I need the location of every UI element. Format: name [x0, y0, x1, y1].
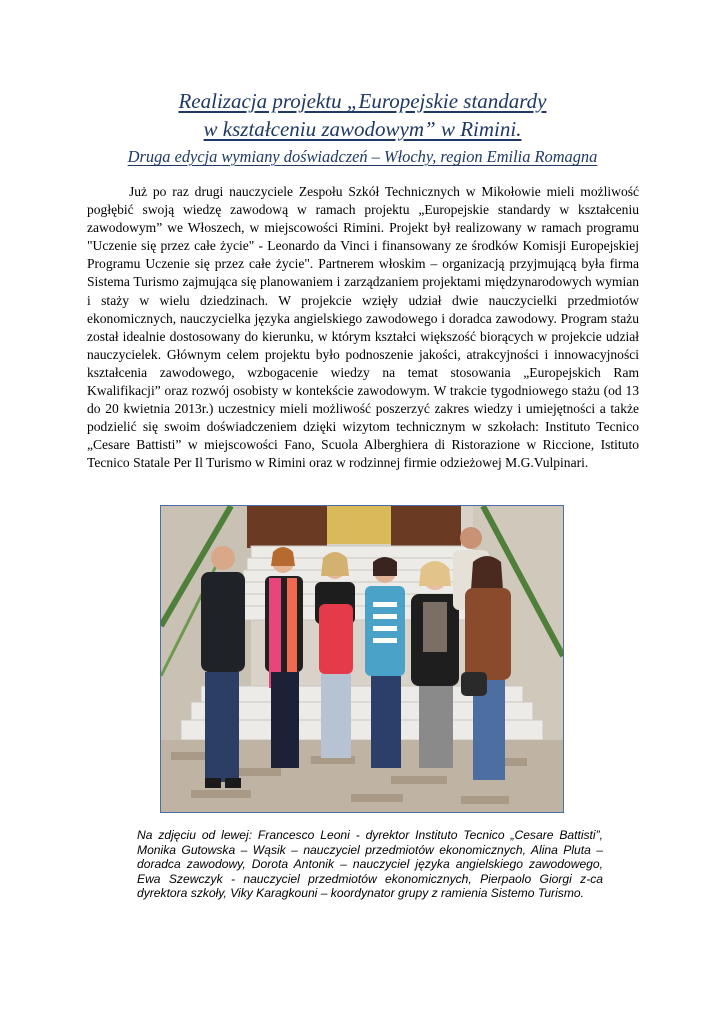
- subtitle: Druga edycja wymiany doświadczeń – Włochy, region Emilia Romagna: [127, 147, 598, 166]
- photo-caption: Na zdjęciu od lewej: Francesco Leoni - dyrektor Instituto Tecnico „Cesare Battisti”, Monika Gutowska – Wąsik – nauczyciel przedmiotów ekonomicznych, Alina Pluta – doradca zawodowy, Dorota Antonik – nauczyciel języka angielskiego zawodowego, Ewa Szewczyk - nauczyciel przedmiotów ekonomicznych, Pierpaolo Giorgi z-ca dyrektora szkoły, Viky Karagkouni – koordynator grupy z ramienia Sistemo Turismo.: [137, 828, 603, 901]
- title-line-2: w kształceniu zawodowym” w Rimini.: [203, 117, 522, 141]
- article-paragraph: Już po raz drugi nauczyciele Zespołu Szkół Technicznych w Mikołowie mieli możliwość pogłębić swoją wiedzę zawodową w ramach projektu „Europejskie standardy w kształceniu zawodowym” we Włoszech, w miejscowości Rimini. Projekt był realizowany w ramach programu "Uczenie się przez całe życie" - Leonardo da Vinci i finansowany ze środków Komisji Europejskiej Programu Uczenie się przez całe życie". Partnerem włoskim – organizacją przyjmującą była firma Sistema Turismo zajmująca się planowaniem i zarządzaniem projektami międzynarodowych wymian i staży w wielu dziedzinach. W projekcie wzięły udział dwie nauczycielki przedmiotów ekonomicznych, nauczycielka języka angielskiego zawodowego i doradca zawodowy. Program stażu został idealnie dostosowany do kierunku, w którym kształci większość biorących w projekcie udział nauczycielek. Głównym celem projektu było podnoszenie jakości, atrakcyjności i innowacyjności kształcenia zawodowego, wzbogacenie wiedzy na temat stosowania „Europejskich Ram Kwalifikacji” oraz rozwój osobisty w kontekście zawodowym. W trakcie tygodniowego stażu (od 13 do 20 kwietnia 2013r.) uczestnicy mieli możliwość poszerzyć zakres wiedzy i umiejętności a także podzielić się swoim doświadczeniem dzięki wizytom technicznym w szkołach: Instituto Tecnico „Cesare Battisti” w miejscowości Fano, Scuola Alberghiera di Ristorazione w Riccione, Istituto Tecnico Statale Per Il Turismo w Rimini oraz w rodzinnej firmie odzieżowej M.G.Vulpinari.: [87, 184, 639, 471]
- title-line-1: Realizacja projektu „Europejskie standardy: [178, 89, 547, 113]
- group-photo-illustration: [161, 506, 563, 812]
- group-photo: [160, 505, 564, 813]
